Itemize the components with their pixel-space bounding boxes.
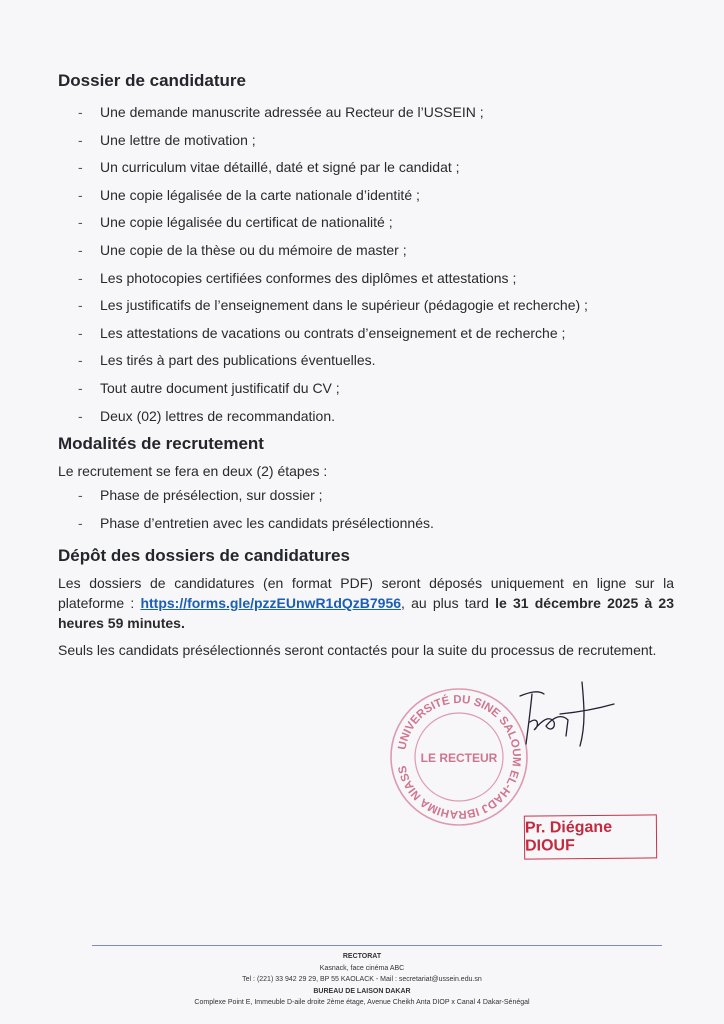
list-item: - Phase d’entretien avec les candidats présélectionnés. (78, 514, 434, 531)
depot-paragraph: Les dossiers de candidatures (en format PDF) seront déposés uniquement en ligne sur la plateforme : https://forms.gle/pzzEUnwR1dQzB7956, au plus tard le 31 décembre 2025 à 23 heures 59 minutes. (58, 575, 675, 631)
modalites-list (78, 485, 434, 540)
list-item: - Une demande manuscrite adressée au Recteur de l’USSEIN ; (78, 104, 484, 120)
footer-address: Kasnack, face cinéma ABC (319, 964, 405, 972)
dash-bullet: - (78, 214, 83, 231)
stamp-ring-text: UNIVERSITÉ DU SINE SALOUM EL-HADJ IBRAHIMA NIASS (396, 693, 523, 821)
list-item: - Les tirés à part des publications éventuelles. (78, 352, 376, 369)
dash-bullet: - (78, 241, 83, 258)
list-item: - Deux (02) lettres de recommandation. (78, 407, 335, 424)
dash-bullet: - (78, 407, 83, 424)
footer-divider (92, 945, 662, 946)
list-item: - Une copie légalisée de la carte nationale d’identité ; (78, 186, 420, 203)
list-item: - Tout autre document justificatif du CV ; (78, 379, 340, 396)
list-item: - Une lettre de motivation ; (78, 131, 256, 148)
list-item: - Une copie légalisée du certificat de nationalité ; (78, 214, 393, 231)
footer-dakar-address: Complexe Point E, Immeuble D-aile droite 2ème étage, Avenue Cheikh Anta DIOP x Canal 4 Dakar-Sénégal (194, 999, 530, 1006)
modalites-intro: Le recrutement se fera en deux (2) étapes : (58, 463, 328, 479)
dash-bullet: - (78, 514, 83, 531)
footer-dakar-office: BUREAU DE LAISON DAKAR (313, 987, 411, 995)
dash-bullet: - (78, 379, 83, 396)
dash-bullet: - (78, 352, 83, 369)
section-title-depot: Dépôt des dossiers de candidatures (58, 546, 350, 565)
section-title-dossier: Dossier de candidature (58, 71, 247, 90)
dash-bullet: - (78, 297, 83, 314)
list-item: - Une copie de la thèse ou du mémoire de master ; (78, 241, 407, 258)
deadline-text: le 31 décembre 2025 à 23 heures 59 minutes. (58, 595, 675, 631)
list-item: - Phase de présélection, sur dossier ; (78, 487, 323, 503)
stamp-center-text: LE RECTEUR (420, 751, 498, 765)
list-item: - Les photocopies certifiées conformes des diplômes et attestations ; (78, 269, 517, 286)
dash-bullet: - (78, 324, 83, 341)
dash-bullet: - (78, 487, 83, 503)
dash-bullet: - (78, 186, 83, 203)
application-form-link[interactable]: https://forms.gle/pzzEUnwR1dQzB7956 (140, 595, 402, 611)
footer-rectorat: RECTORAT (342, 953, 382, 960)
rector-name-stamp: Pr. Diégane DIOUF (524, 814, 657, 859)
list-item: - Les attestations de vacations ou contrats d’enseignement et de recherche ; (78, 324, 566, 341)
note-paragraph: Seuls les candidats présélectionnés seront contactés pour la suite du processus de recrutement. (58, 642, 657, 658)
rector-signature (510, 674, 620, 754)
dash-bullet: - (78, 269, 83, 286)
dash-bullet: - (78, 104, 83, 120)
dossier-list (78, 102, 588, 433)
footer (0, 951, 724, 1009)
dash-bullet: - (78, 159, 83, 176)
section-title-modalites: Modalités de recrutement (58, 434, 264, 453)
footer-contact: Tel : (221) 33 942 29 29, BP 55 KAOLACK - Mail : secretariat@ussein.edu.sn (242, 976, 482, 983)
list-item: - Les justificatifs de l’enseignement dans le supérieur (pédagogie et recherche) ; (78, 297, 588, 314)
dash-bullet: - (78, 131, 83, 148)
list-item: - Un curriculum vitae détaillé, daté et signé par le candidat ; (78, 159, 460, 176)
